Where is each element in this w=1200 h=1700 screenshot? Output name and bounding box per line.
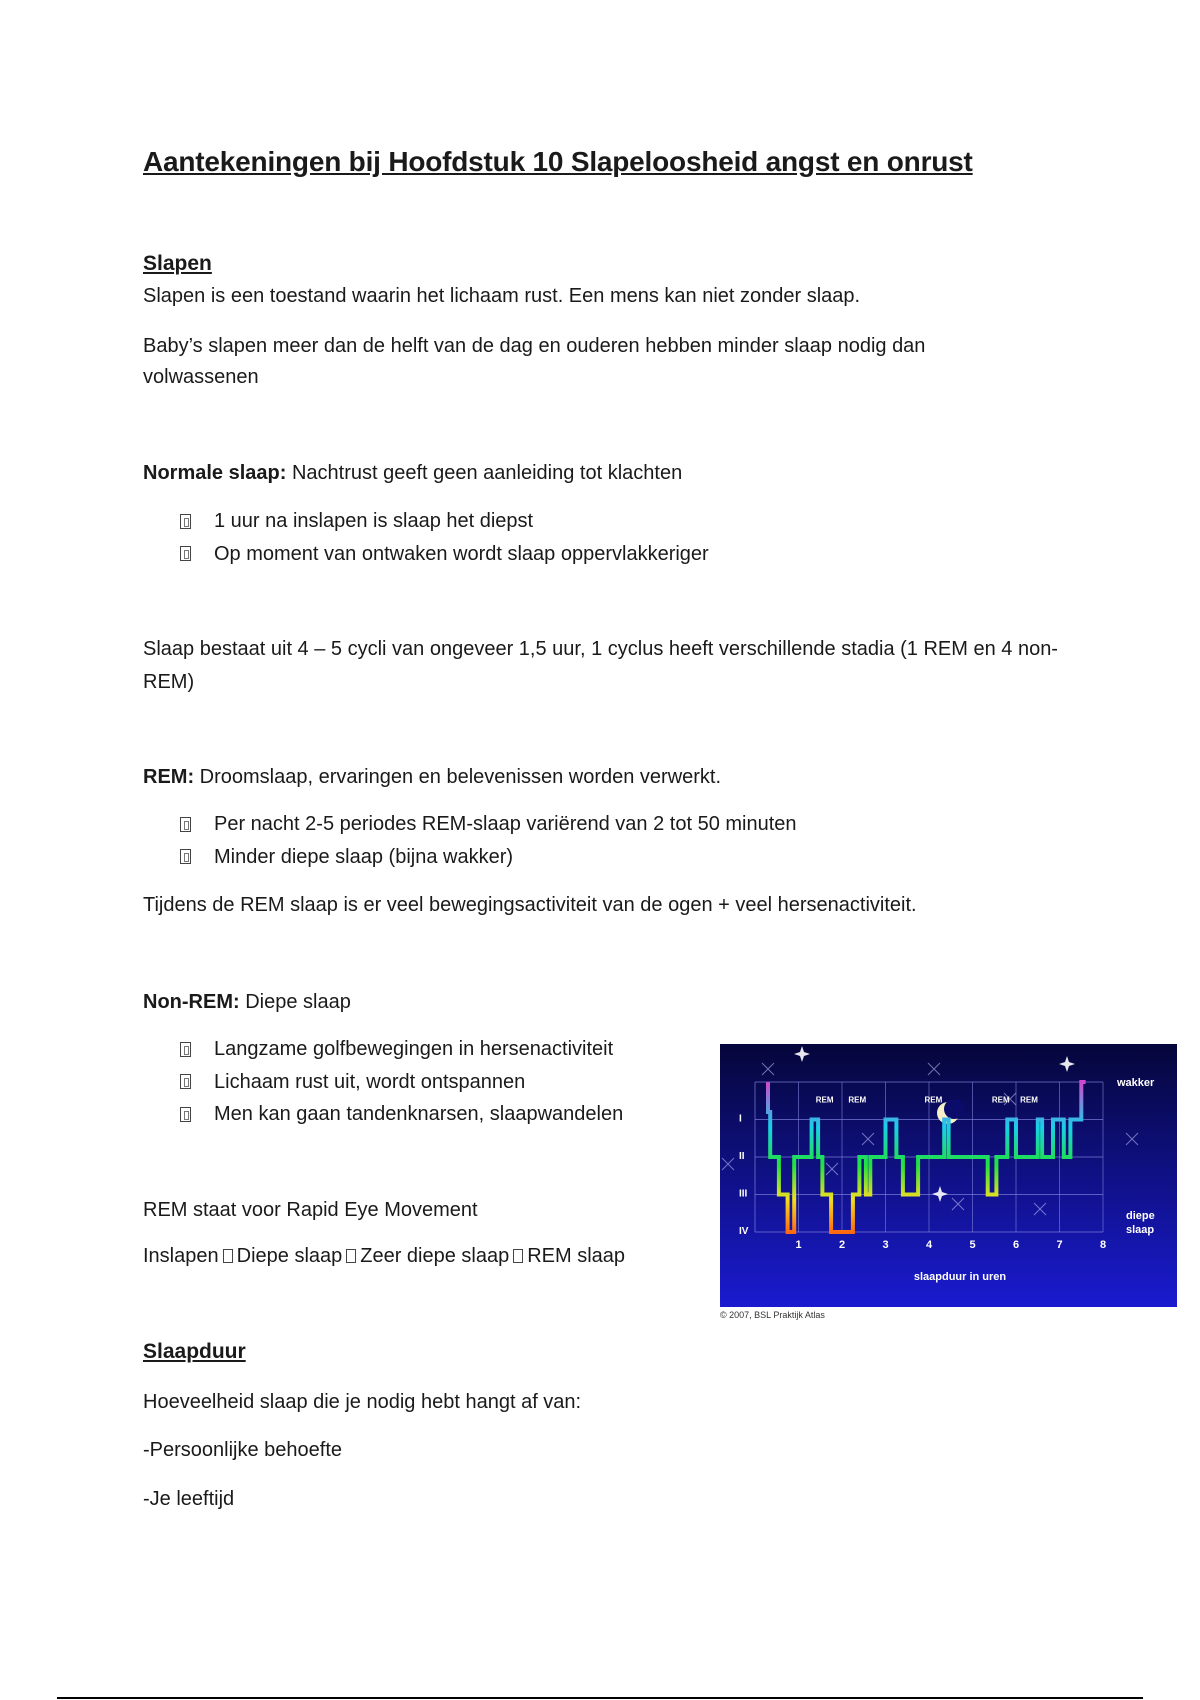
moon-shadow (944, 1099, 964, 1119)
paragraph-slapen-1: Slapen is een toestand waarin het lichaam rust. Een mens kan niet zonder slaap. (143, 285, 861, 307)
paragraph-slapen-2: Baby’s slapen meer dan de helft van de dag en ouderen hebben minder slaap nodig dan volwassenen (143, 335, 926, 388)
chart-background (720, 1044, 1177, 1307)
list-item: -Persoonlijke behoefte (143, 1439, 343, 1461)
paragraph-cycli: Slaap bestaat uit 4 – 5 cycli van ongeveer 1,5 uur, 1 cyclus heeft verschillende stadia (1 REM en 4 non-REM) (143, 638, 1058, 693)
arrow-icon (513, 1249, 523, 1263)
list-item (180, 538, 709, 571)
x-tick-label: 3 (882, 1239, 889, 1251)
bullet-list-rem (180, 808, 797, 873)
definition-normale-slaap: Nachtrust geeft geen aanleiding tot klachten (286, 462, 683, 484)
term-normale-slaap: Normale slaap: (143, 462, 287, 484)
sequence-step: Zeer diepe slaap (360, 1245, 510, 1267)
page-bottom-rule (57, 1697, 1143, 1699)
list-item-text: Langzame golfbewegingen in hersenactiviteit (214, 1038, 614, 1060)
sleep-chart-svg (720, 1044, 1177, 1307)
paragraph-rem-activiteit: Tijdens de REM slaap is er veel bewegingsactiviteit van de ogen + veel hersenactiviteit. (143, 894, 917, 916)
term-rem: REM: (143, 766, 195, 788)
bullet-icon (180, 1074, 191, 1089)
rem-label: REM (924, 1095, 943, 1105)
rem-label: REM (1020, 1095, 1038, 1105)
y-tick-label: I (739, 1113, 742, 1125)
sequence-step: Diepe slaap (236, 1245, 343, 1267)
y-tick-label: IV (739, 1226, 749, 1238)
list-item (180, 841, 797, 874)
bullet-icon (180, 546, 191, 561)
list-item-text: Minder diepe slaap (bijna wakker) (214, 845, 514, 868)
x-tick-label: 1 (795, 1239, 802, 1251)
definition-rem: Droomslaap, ervaringen en belevenissen worden verwerkt. (194, 766, 722, 788)
bullet-list-non-rem (180, 1033, 623, 1131)
deep-sleep-label-line: slaap (1126, 1224, 1155, 1236)
bullet-icon (180, 817, 191, 832)
paragraph-slaapduur: Hoeveelheid slaap die je nodig hebt hangt af van: (143, 1391, 582, 1413)
list-item (180, 1066, 623, 1099)
x-axis-label: slaapduur in uren (913, 1271, 1007, 1283)
y-tick-label: II (739, 1151, 745, 1163)
definition-non-rem: Diepe slaap (239, 991, 351, 1013)
x-tick-label: 2 (838, 1239, 846, 1251)
deep-sleep-label-line: diepe (1126, 1210, 1155, 1222)
paragraph-rem (143, 762, 721, 793)
rem-label: REM (991, 1095, 1010, 1105)
x-tick-label: 4 (925, 1239, 933, 1251)
arrow-icon (223, 1249, 233, 1263)
section-heading-slapen: Slapen (143, 252, 212, 275)
bullet-icon (180, 849, 191, 864)
list-item (180, 505, 709, 538)
figure-caption: © 2007, BSL Praktijk Atlas (720, 1310, 825, 1320)
x-tick-label: 8 (1099, 1239, 1107, 1251)
sleep-chart (720, 1044, 1177, 1307)
list-item (180, 808, 797, 841)
list-item: -Je leeftijd (143, 1488, 235, 1510)
bullet-list-normale-slaap (180, 505, 709, 570)
paragraph-normale-slaap (143, 458, 682, 489)
list-item-text: 1 uur na inslapen is slaap het diepst (214, 510, 534, 532)
list-item-text: Men kan gaan tandenknarsen, slaapwandelen (214, 1103, 624, 1125)
sequence-step: Inslapen (143, 1245, 219, 1267)
rem-label: REM (848, 1095, 867, 1105)
list-item-text: Per nacht 2-5 periodes REM-slaap variërend van 2 tot 50 minuten (214, 813, 797, 835)
sleep-sequence (143, 1241, 625, 1272)
page-title: Aantekeningen bij Hoofdstuk 10 Slapeloosheid angst en onrust (143, 146, 973, 177)
x-tick-label: 5 (969, 1239, 976, 1251)
bullet-icon (180, 1042, 191, 1057)
y-tick-label: III (739, 1188, 748, 1200)
arrow-icon (346, 1249, 356, 1263)
list-item (180, 1098, 623, 1131)
paragraph-non-rem (143, 987, 351, 1018)
wake-label: wakker (1117, 1077, 1155, 1089)
list-item (180, 1033, 623, 1066)
bullet-icon (180, 1107, 191, 1122)
list-item-text: Lichaam rust uit, wordt ontspannen (214, 1070, 526, 1093)
term-non-rem: Non-REM: (143, 991, 240, 1013)
list-item-text: Op moment van ontwaken wordt slaap oppervlakkeriger (214, 542, 709, 565)
rem-label: REM (815, 1095, 834, 1105)
paragraph-rem-betekenis: REM staat voor Rapid Eye Movement (143, 1199, 478, 1221)
bullet-icon (180, 514, 191, 529)
sequence-step: REM slaap (527, 1245, 626, 1267)
x-tick-label: 7 (1056, 1239, 1063, 1251)
section-heading-slaapduur: Slaapduur (143, 1340, 246, 1363)
x-tick-label: 6 (1012, 1239, 1020, 1251)
